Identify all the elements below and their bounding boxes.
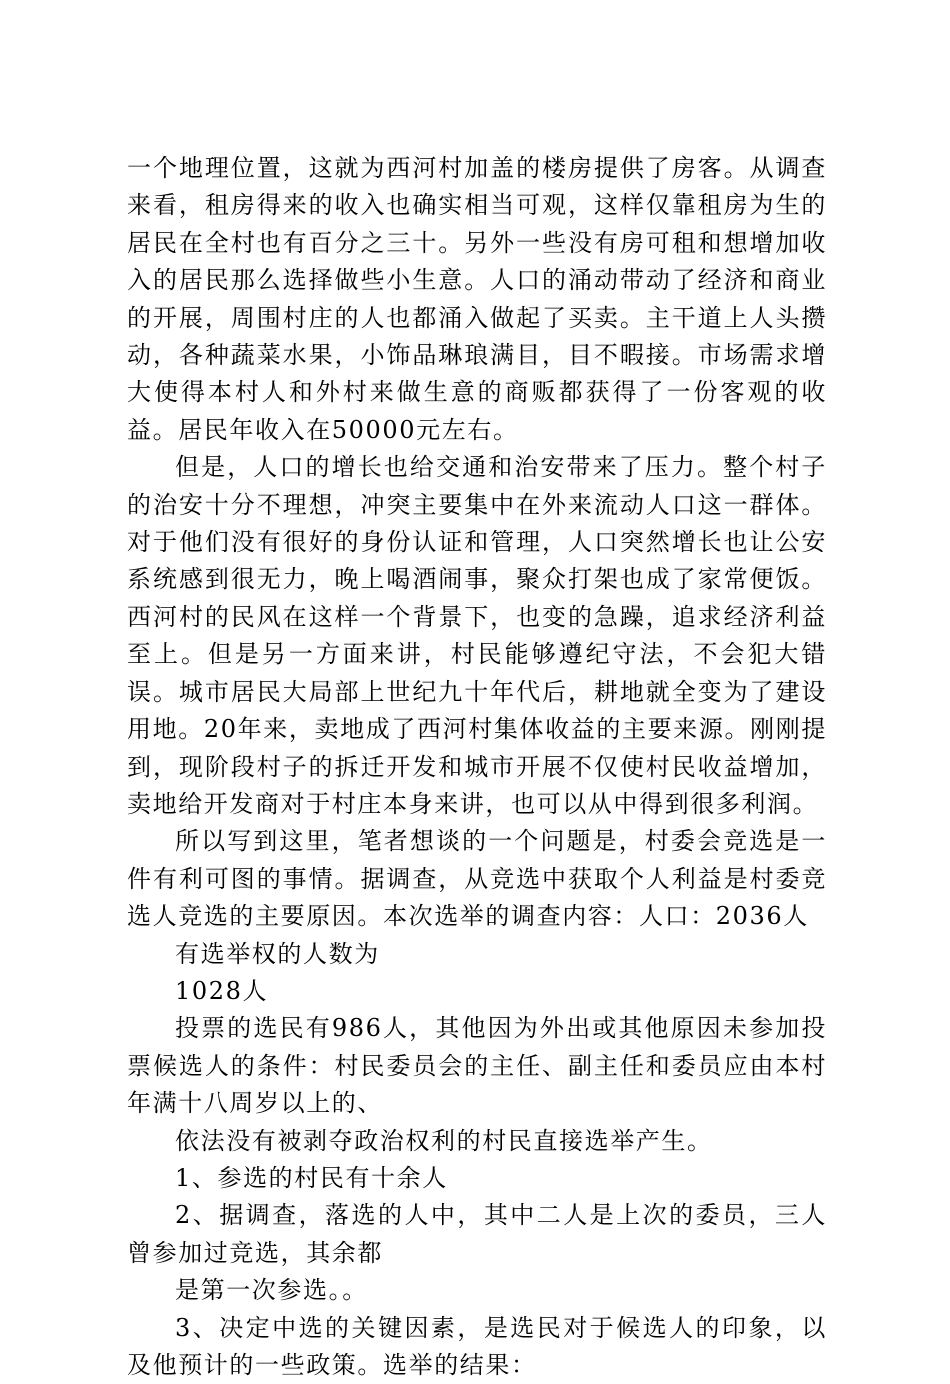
paragraph-direct-election: 依法没有被剥夺政治权利的村民直接选举产生。	[175, 1126, 713, 1155]
list-item-2-continued: 是第一次参选。。	[175, 1276, 368, 1305]
list-item-3: 3、决定中选的关键因素，是选民对于候选人的印象，以及他预计的一些政策。选举的结果：	[127, 1313, 827, 1379]
paragraph-eligible-count: 1028人	[175, 976, 269, 1005]
list-item-1: 1、参选的村民有十余人	[175, 1163, 448, 1192]
paragraph-election-intro: 所以写到这里，笔者想谈的一个问题是，村委会竞选是一件有利可图的事情。据调查，从竞选中获取个人利益是村委竞选人竞选的主要原因。本次选举的调查内容：人口：2036人	[127, 827, 827, 931]
list-item-2: 2、据调查，落选的人中，其中二人是上次的委员，三人曾参加过竞选，其余都	[127, 1201, 827, 1267]
paragraph-rental-income: 一个地理位置，这就为西河村加盖的楼房提供了房客。从调查来看，租房得来的收入也确实相当可观，这样仅靠租房为生的居民在全村也有百分之三十。另外一些没有房可租和想增加收入的居民那么选择做些小生意。人口的涌动带动了经济和商业的开展，周围村庄的人也都涌入做起了买卖。主干道上人头攒动，各种蔬菜水果，小饰品琳琅满目，目不暇接。市场需求增大使得本村人和外村来做生意的商贩都获得了一份客观的收益。居民年收入在50000元左右。	[127, 154, 827, 444]
paragraph-population-pressure: 但是，人口的增长也给交通和治安带来了压力。整个村子的治安十分不理想，冲突主要集中在外来流动人口这一群体。对于他们没有很好的身份认证和管理，人口突然增长也让公安系统感到很无力，晚上喝酒闹事，聚众打架也成了家常便饭。西河村的民风在这样一个背景下，也变的急躁，追求经济利益至上。但是另一方面来讲，村民能够遵纪守法，不会犯大错误。城市居民大局部上世纪九十年代后，耕地就全变为了建设用地。20年来，卖地成了西河村集体收益的主要来源。刚刚提到，现阶段村子的拆迁开发和城市开展不仅使村民收益增加，卖地给开发商对于村庄本身来讲，也可以从中得到很多利润。	[127, 453, 827, 818]
paragraph-eligible-voters: 有选举权的人数为	[175, 939, 380, 968]
paragraph-voters-conditions: 投票的选民有986人，其他因为外出或其他原因未参加投票候选人的条件：村民委员会的主任、副主任和委员应由本村年满十八周岁以上的、	[127, 1014, 827, 1118]
document-page	[127, 150, 827, 1384]
